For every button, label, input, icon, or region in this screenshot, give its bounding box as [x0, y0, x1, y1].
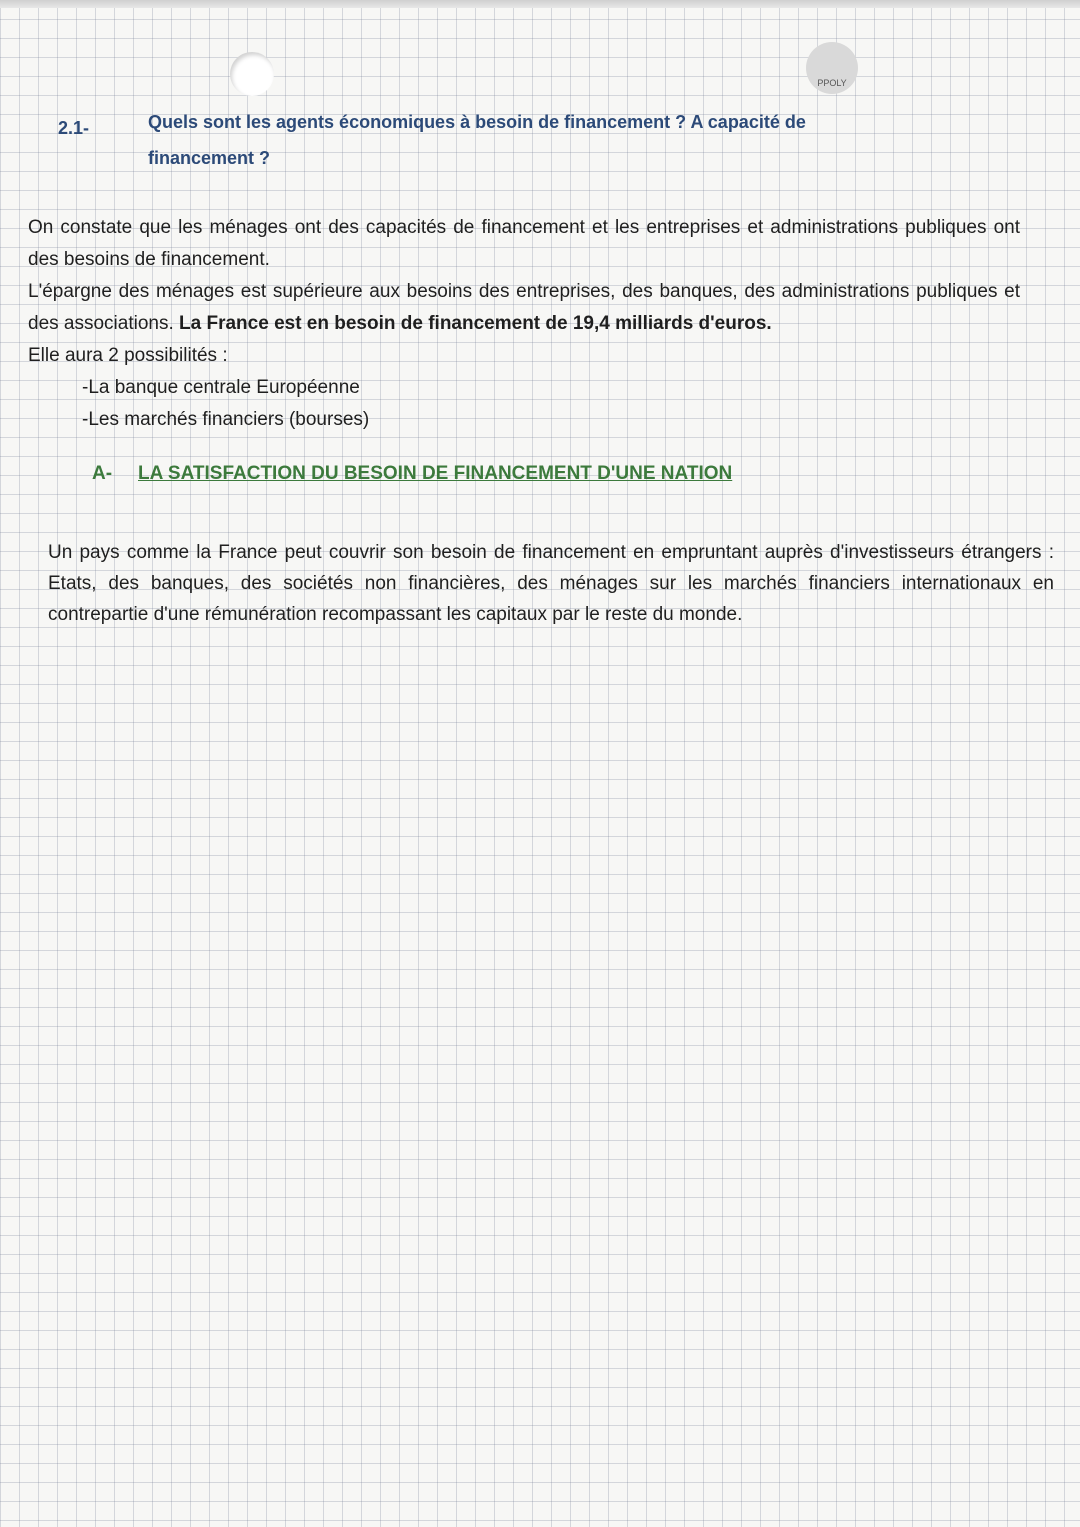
- paragraph-line-1: On constate que les ménages ont des capacités de financement et les entreprises et administrations publiques ont des besoins de financement.: [28, 217, 1020, 270]
- options-list: [82, 372, 369, 436]
- paragraph-borrowing: [48, 537, 1054, 630]
- savings-sentence: L'épargne des ménages est supérieure aux besoins des entreprises, des banques, des administrations publiques et des associations.: [28, 281, 1020, 334]
- brand-stamp: [806, 42, 858, 94]
- list-item: -La banque centrale Européenne: [82, 377, 360, 398]
- section-letter: A-: [92, 463, 113, 484]
- paragraph-capacities: [28, 212, 1020, 372]
- page-top-edge: [0, 0, 1080, 8]
- section-heading: [92, 463, 732, 485]
- list-item: -Les marchés financiers (bourses): [82, 409, 370, 430]
- question-number: 2.1-: [58, 118, 90, 138]
- paragraph-borrowing-text: Un pays comme la France peut couvrir son besoin de financement en empruntant auprès d'investisseurs étrangers : Etats, des banques, des sociétés non financières, des ménages sur les marchés financiers internationaux en contrepartie d'une rémunération recompassant les capitaux par le reste du monde.: [48, 542, 1054, 625]
- france-need-sentence: La France est en besoin de financement de 19,4 milliards d'euros.: [179, 313, 772, 334]
- question-text: Quels sont les agents économiques à besoin de financement ? A capacité de financement ?: [148, 112, 806, 168]
- punch-hole: [230, 52, 274, 96]
- section-title: LA SATISFACTION DU BESOIN DE FINANCEMENT D'UNE NATION: [138, 463, 733, 484]
- stamp-text: PPOLY: [817, 78, 847, 88]
- paragraph-line-2: [28, 276, 1020, 340]
- paragraph-line-3: Elle aura 2 possibilités :: [28, 345, 228, 366]
